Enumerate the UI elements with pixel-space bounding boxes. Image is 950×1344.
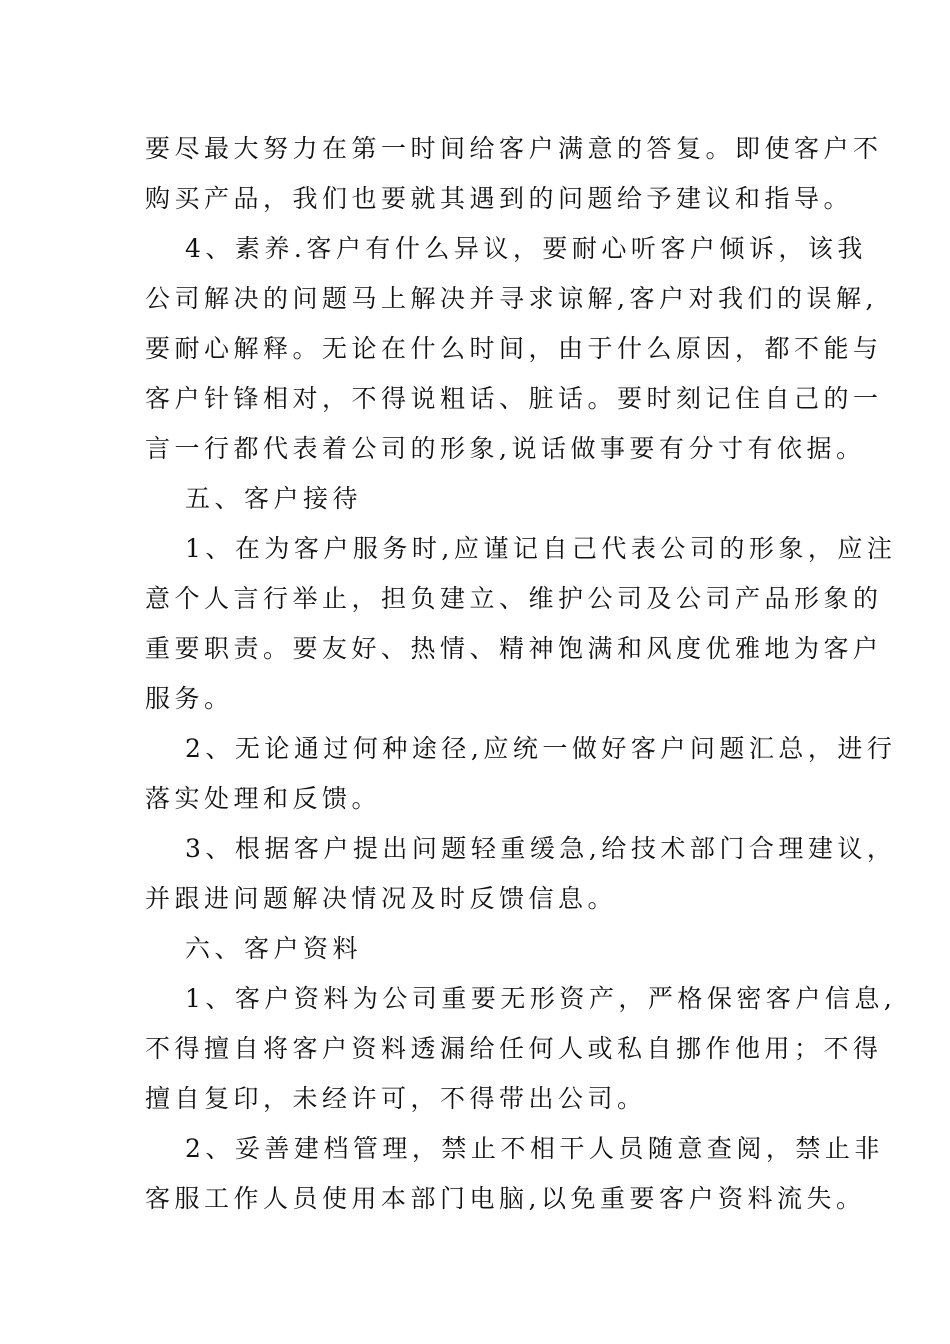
paragraph-line: 2、妥善建档管理，禁止不相干人员随意查阅，禁止非 [185, 1134, 884, 1163]
paragraph-line: 客户针锋相对，不得说粗话、脏话。要时刻记住自己的一 [145, 384, 883, 413]
paragraph-line: 要尽最大努力在第一时间给客户满意的答复。即使客户不 [145, 134, 883, 163]
paragraph-line: 3、根据客户提出问题轻重缓急,给技术部门合理建议， [185, 834, 897, 863]
section-heading: 六、客户资料 [185, 934, 363, 963]
paragraph-line: 要耐心解释。无论在什么时间，由于什么原因，都不能与 [145, 334, 883, 363]
paragraph-line: 言一行都代表着公司的形象,说话做事要有分寸有依据。 [145, 434, 866, 463]
paragraph-line: 2、无论通过何种途径,应统一做好客户问题汇总，进行 [185, 734, 897, 763]
paragraph-line: 落实处理和反馈。 [145, 784, 382, 813]
paragraph-line: 1、客户资料为公司重要无形资产，严格保密客户信息, [185, 984, 897, 1013]
paragraph-line: 购买产品，我们也要就其遇到的问题给予建议和指导。 [145, 184, 854, 213]
paragraph-line: 擅自复印，未经许可，不得带出公司。 [145, 1084, 647, 1113]
paragraph-line: 意个人言行举止，担负建立、维护公司及公司产品形象的 [145, 584, 883, 613]
paragraph-line: 不得擅自将客户资料透漏给任何人或私自挪作他用；不得 [145, 1034, 883, 1063]
paragraph-line: 重要职责。要友好、热情、精神饱满和风度优雅地为客户 [145, 634, 883, 663]
paragraph-line: 客服工作人员使用本部门电脑,以免重要客户资料流失。 [145, 1184, 866, 1213]
section-heading: 五、客户接待 [185, 484, 363, 513]
paragraph-line: 并跟进问题解决情况及时反馈信息。 [145, 884, 618, 913]
paragraph-line: 公司解决的问题马上解决并寻求谅解,客户对我们的误解, [145, 284, 878, 313]
paragraph-line: 1、在为客户服务时,应谨记自己代表公司的形象，应注 [185, 534, 897, 563]
paragraph-line: 服务。 [145, 684, 234, 713]
paragraph-line: 4、素养.客户有什么异议，要耐心听客户倾诉，该我 [185, 234, 867, 263]
